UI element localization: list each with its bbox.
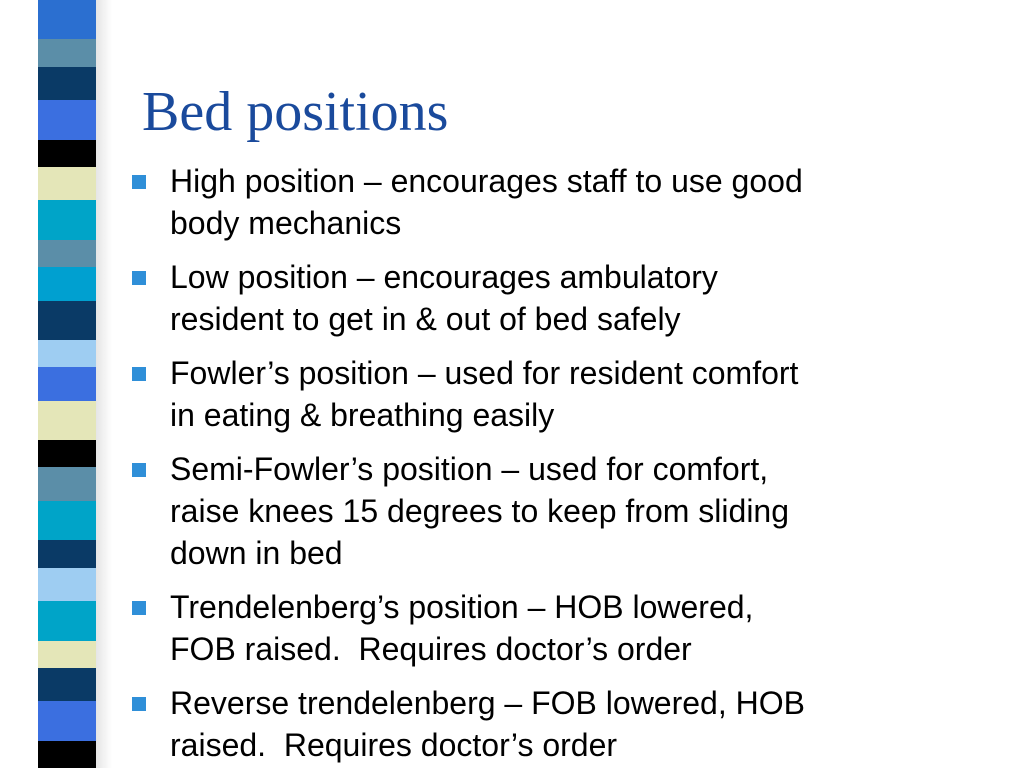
square-bullet-icon xyxy=(132,463,146,477)
stripe-segment xyxy=(38,601,96,640)
bullet-item-semi-fowlers-position xyxy=(130,448,980,574)
stripe-shadow xyxy=(96,0,112,768)
stripe-segment xyxy=(38,741,96,768)
bullet-text: Fowler’s position – used for resident comfort in eating & breathing easily xyxy=(170,355,799,433)
stripe-segment xyxy=(38,440,96,467)
bullet-item-fowlers-position xyxy=(130,352,980,436)
bullet-text: Low position – encourages ambulatory resident to get in & out of bed safely xyxy=(170,259,718,337)
stripe-segment xyxy=(38,340,96,367)
bullet-list xyxy=(130,160,980,778)
stripe-segment xyxy=(38,641,96,668)
bullet-item-high-position xyxy=(130,160,980,244)
bullet-item-reverse-trendelenberg xyxy=(130,682,980,766)
stripe-segment xyxy=(38,367,96,400)
bullet-text: Semi-Fowler’s position – used for comfort, raise knees 15 degrees to keep from sliding down in bed xyxy=(170,451,790,571)
square-bullet-icon xyxy=(132,271,146,285)
slide-title: Bed positions xyxy=(142,81,449,143)
bullet-text: Reverse trendelenberg – FOB lowered, HOB raised. Requires doctor’s order xyxy=(170,685,805,763)
bullet-text: High position – encourages staff to use good body mechanics xyxy=(170,163,803,241)
stripe-segment xyxy=(38,200,96,239)
square-bullet-icon xyxy=(132,601,146,615)
bullet-item-trendelenberg-position xyxy=(130,586,980,670)
stripe-segment xyxy=(38,39,96,66)
stripe-segment xyxy=(38,467,96,500)
stripe-segment xyxy=(38,668,96,701)
stripe-segment xyxy=(38,140,96,167)
square-bullet-icon xyxy=(132,175,146,189)
stripe-segment xyxy=(38,267,96,300)
bullet-text: Trendelenberg’s position – HOB lowered, FOB raised. Requires doctor’s order xyxy=(170,589,754,667)
stripe-segment xyxy=(38,540,96,567)
stripe-segment xyxy=(38,301,96,340)
stripe-segment xyxy=(38,240,96,267)
stripe-segment xyxy=(38,167,96,200)
stripe-segment xyxy=(38,568,96,601)
square-bullet-icon xyxy=(132,697,146,711)
decorative-stripe-band xyxy=(38,0,96,768)
stripe-segment xyxy=(38,100,96,139)
stripe-segment xyxy=(38,67,96,100)
square-bullet-icon xyxy=(132,367,146,381)
stripe-segment xyxy=(38,0,96,39)
stripe-segment xyxy=(38,701,96,740)
stripe-segment xyxy=(38,501,96,540)
bullet-item-low-position xyxy=(130,256,980,340)
stripe-segment xyxy=(38,401,96,440)
